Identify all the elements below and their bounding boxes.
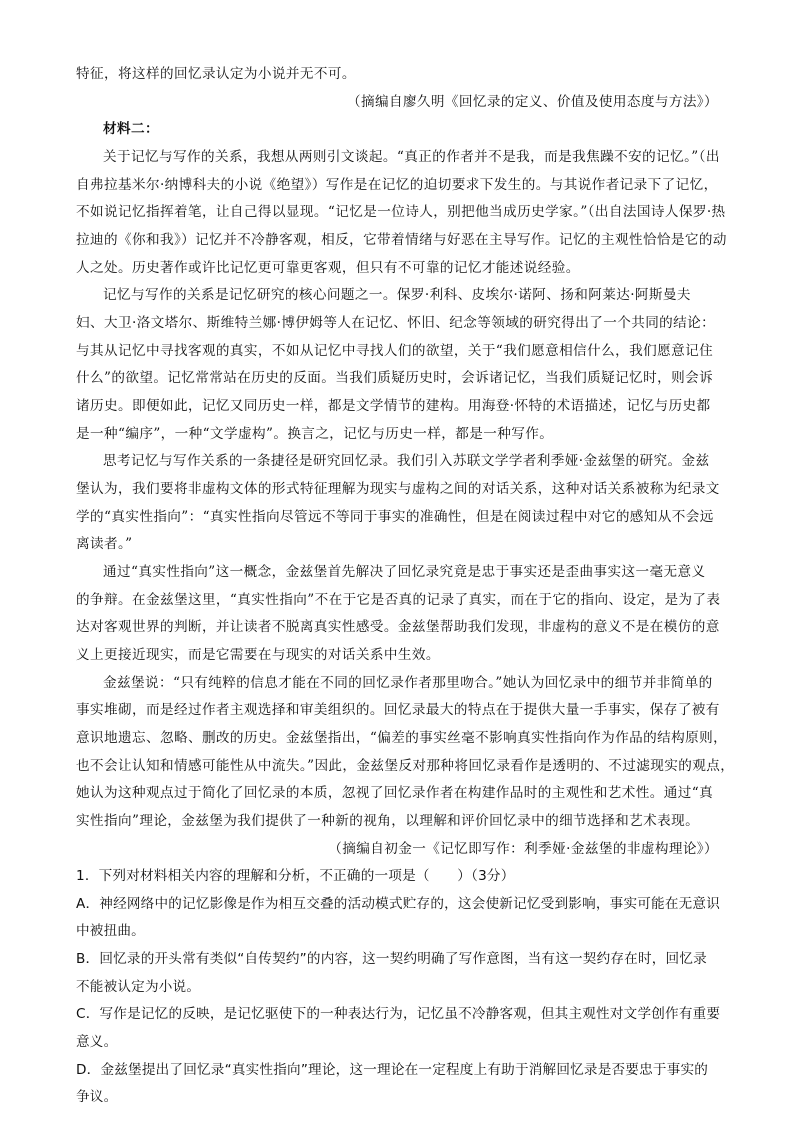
paragraph-line: 实性指向”理论，金兹堡为我们提供了一种新的视角，以理解和评价回忆录中的细节选择和艺术表现。 <box>76 813 700 829</box>
option-c: C．写作是记忆的反映，是记忆驱使下的一种表达行为，记忆虽不冷静客观，但其主观性对文学创作有重要 <box>76 1006 721 1022</box>
option-d: D．金兹堡提出了回忆录“真实性指向”理论，这一理论在一定程度上有助于消解回忆录是否要忠于事实的 <box>76 1062 709 1078</box>
option-b-continued: 不能被认定为小说。 <box>76 979 201 995</box>
option-b: B．回忆录的开头常有类似“自传契约”的内容，这一契约明确了写作意图，当有这一契约存在时，回忆录 <box>76 951 707 967</box>
option-a: A．神经网络中的记忆影像是作为相互交叠的活动模式贮存的，这会使新记忆受到影响，事实可能在无意识 <box>76 896 721 912</box>
paragraph-line: 与其从记忆中寻找客观的真实，不如从记忆中寻找人们的欲望，关于“我们愿意相信什么，我们愿意记住 <box>76 343 714 359</box>
paragraph-line: 关于记忆与写作的关系，我想从两则引文谈起。“真正的作者并不是我，而是我焦躁不安的记忆。”（出 <box>103 149 720 165</box>
source-citation: （摘编自初金一《记忆即写作：利季娅·金兹堡的非虚构理论》） <box>328 841 718 857</box>
paragraph-line: 金兹堡说：“只有纯粹的信息才能在不同的回忆录作者那里吻合。”她认为回忆录中的细节并非简单的 <box>103 675 713 691</box>
paragraph-line: 妇、大卫·洛文塔尔、斯维特兰娜·博伊姆等人在记忆、怀旧、纪念等领域的研究得出了一个共同的结论： <box>76 315 716 331</box>
option-c-continued: 意义。 <box>76 1034 118 1050</box>
paragraph-line: 意识地遗忘、忽略、删改的历史。金兹堡指出，“偏差的事实丝毫不影响真实性指向作为作品的结构原则， <box>76 730 728 746</box>
section-heading: 材料二： <box>103 121 159 137</box>
paragraph-line: 事实堆砌，而是经过作者主观选择和审美组织的。回忆录最大的特点在于提供大量一手事实，保存了被有 <box>76 702 720 718</box>
paragraph-line: 她认为这种观点过于简化了回忆录的本质，忽视了回忆录作者在构建作品时的主观性和艺术性。通过“真 <box>76 785 714 801</box>
source-citation: （摘编自廖久明《回忆录的定义、价值及使用态度与方法》） <box>346 94 718 110</box>
paragraph-line: 的争辩。在金兹堡这里，“真实性指向”不在于它是否真的记录了真实，而在于它的指向、设定，是为了表 <box>76 592 721 608</box>
paragraph-line: 达对客观世界的判断，并让读者不脱离真实性感受。金兹堡帮助我们发现，非虚构的意义不是在模仿的意 <box>76 619 720 635</box>
paragraph-line: 诸历史。即便如此，记忆又同历史一样，都是文学情节的建构。用海登·怀特的术语描述，记忆与历史都 <box>76 398 711 414</box>
option-a-continued: 中被扭曲。 <box>76 923 145 939</box>
option-d-continued: 争议。 <box>76 1089 118 1105</box>
paragraph-line: 什么”的欲望。记忆常常站在历史的反面。当我们质疑历史时，会诉诸记忆，当我们质疑记忆时，则会诉 <box>76 370 714 386</box>
paragraph-line: 不如说记忆指挥着笔，让自己得以显现。“记忆是一位诗人，别把他当成历史学家。”（出自法国诗人保罗·热 <box>76 204 726 220</box>
paragraph-line: 通过“真实性指向”这一概念，金兹堡首先解决了回忆录究竟是忠于事实还是歪曲事实这一毫无意义 <box>103 564 706 580</box>
paragraph-line: 也不会让认知和情感可能性从中流失。”因此，金兹堡反对那种将回忆录看作是透明的、不过滤现实的观点， <box>76 758 735 774</box>
paragraph-line: 拉迪的《你和我》）记忆并不冷静客观，相反，它带着情绪与好恶在主导写作。记忆的主观性恰恰是它的动 <box>76 232 727 248</box>
paragraph-line: 是一种“编序”，一种“文学虚构”。换言之，记忆与历史一样，都是一种写作。 <box>76 426 554 442</box>
paragraph-line: 记忆与写作的关系是记忆研究的核心问题之一。保罗·利科、皮埃尔·诺阿、扬和阿莱达·阿斯曼夫 <box>103 287 691 303</box>
paragraph-line: 学的“真实性指向”：“真实性指向尽管远不等同于事实的准确性，但是在阅读过程中对它的感知从不会远 <box>76 509 714 525</box>
paragraph-line: 人之处。历史著作或许比记忆更可靠更客观，但只有不可靠的记忆才能述说经验。 <box>76 260 580 276</box>
paragraph-line: 义上更接近现实，而是它需要在与现实的对话关系中生效。 <box>76 647 440 663</box>
paragraph-line: 堡认为，我们要将非虚构文体的形式特征理解为现实与虚构之间的对话关系，这种对话关系被称为纪录文 <box>76 481 720 497</box>
paragraph-line: 特征，将这样的回忆录认定为小说并无不可。 <box>76 66 356 82</box>
question-stem: 1．下列对材料相关内容的理解和分析，不正确的一项是（ ）（3分） <box>76 868 515 884</box>
paragraph-line: 离读者。” <box>76 536 133 552</box>
paragraph-line: 自弗拉基米尔·纳博科夫的小说《绝望》）写作是在记忆的迫切要求下发生的。与其说作者记录下了记忆， <box>76 177 718 193</box>
paragraph-line: 思考记忆与写作关系的一条捷径是研究回忆录。我们引入苏联文学学者利季娅·金兹堡的研究。金兹 <box>103 453 710 469</box>
